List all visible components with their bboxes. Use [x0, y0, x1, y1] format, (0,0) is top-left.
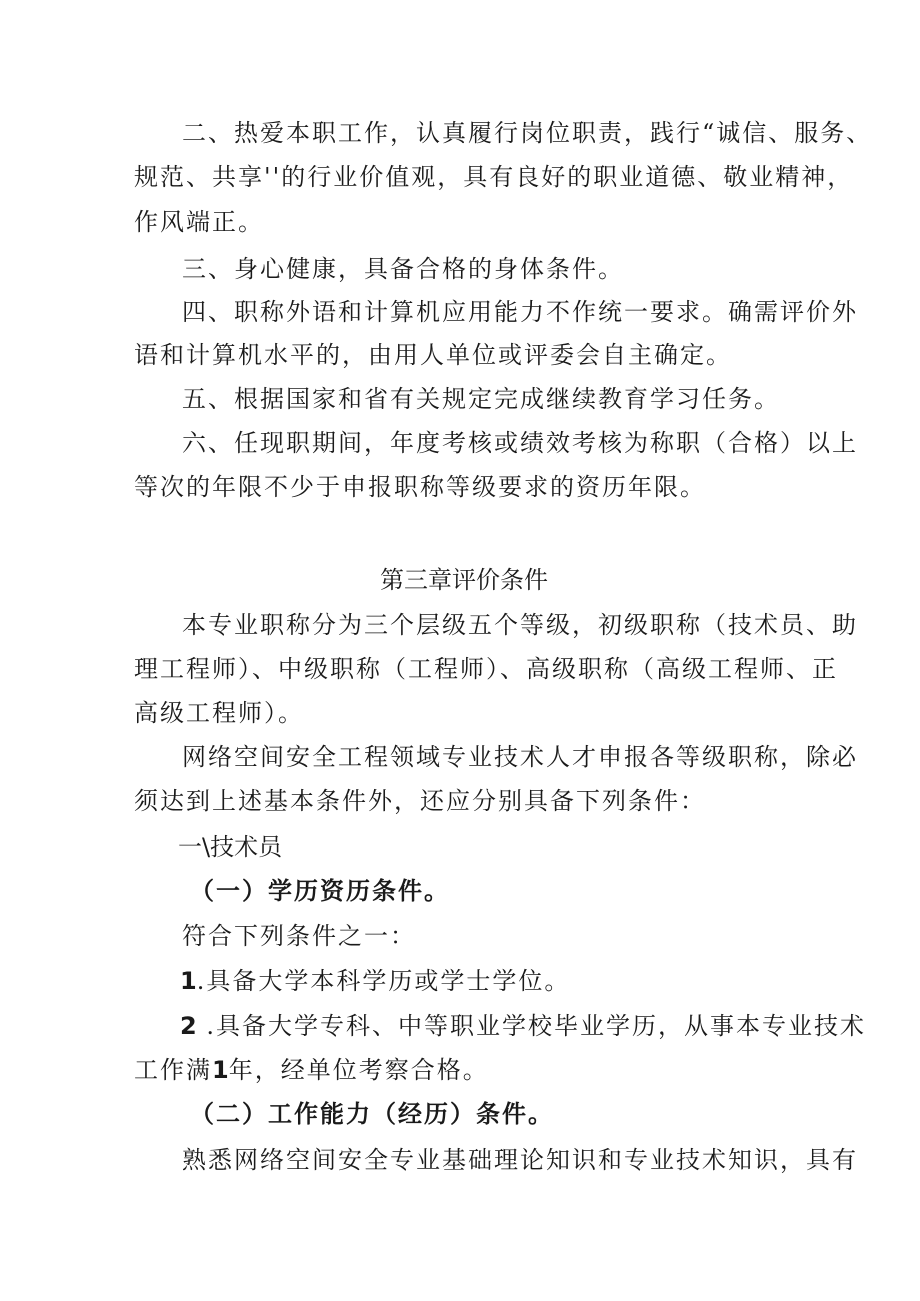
- item-2-line-2-before: 工作满: [134, 1056, 212, 1084]
- paragraph-4-line-2: 语和计算机水平的，由用人单位或评委会自主确定。: [134, 341, 732, 369]
- item-2-text-line-1: .具备大学专科、中等职业学校毕业学历，从事本专业技术: [206, 1012, 866, 1040]
- item-2-line-2: [134, 1055, 489, 1085]
- paragraph-6-line-2: 等次的年限不少于申报职称等级要求的资历年限。: [134, 473, 706, 501]
- paragraph-2-line-2: 规范、共享''的行业价值观，具有良好的职业道德、敬业精神，: [134, 163, 854, 191]
- scope-line-1: 网络空间安全工程领域专业技术人才申报各等级职称，除必: [182, 743, 858, 771]
- intro-line-2: 理工程师）、中级职称（工程师）、高级职称（高级工程师、正: [134, 655, 838, 683]
- chapter-title: 第三章评价条件: [380, 566, 548, 594]
- item-2-line-2-after: 年，经单位考察合格。: [228, 1056, 489, 1084]
- paragraph-2-line-1: 二、热爱本职工作，认真履行岗位职责，践行“诚信、服务、: [182, 119, 873, 147]
- item-1-text: .具备大学本科学历或学士学位。: [196, 967, 571, 995]
- sub-2-text: 熟悉网络空间安全专业基础理论知识和专业技术知识，具有: [182, 1146, 858, 1174]
- paragraph-4-line-1: 四、职称外语和计算机应用能力不作统一要求。确需评价外: [182, 298, 858, 326]
- paragraph-6-line-1: 六、任现职期间，年度考核或绩效考核为称职（合格）以上: [182, 429, 858, 457]
- intro-line-1: 本专业职称分为三个层级五个等级，初级职称（技术员、助: [182, 611, 858, 639]
- section-1-title: 一\技术员: [178, 833, 283, 861]
- scope-line-2: 须达到上述基本条件外，还应分别具备下列条件：: [134, 787, 706, 815]
- sub-1-lead: 符合下列条件之一：: [182, 922, 416, 950]
- sub-1-title: （一）学历资历条件。: [190, 876, 450, 905]
- paragraph-5: 五、根据国家和省有关规定完成继续教育学习任务。: [182, 385, 780, 413]
- item-2-line-2-number: 1: [212, 1056, 229, 1084]
- item-1: [180, 966, 570, 996]
- paragraph-3: 三、身心健康，具备合格的身体条件。: [182, 255, 624, 283]
- sub-2-title: （二）工作能力（经历）条件。: [190, 1099, 554, 1128]
- item-2-line-1: [180, 1011, 866, 1041]
- item-2-number: 2: [180, 1012, 197, 1040]
- intro-line-3: 高级工程师）。: [134, 699, 304, 727]
- item-1-number: 1: [180, 967, 197, 995]
- paragraph-2-line-3: 作风端正。: [134, 208, 264, 236]
